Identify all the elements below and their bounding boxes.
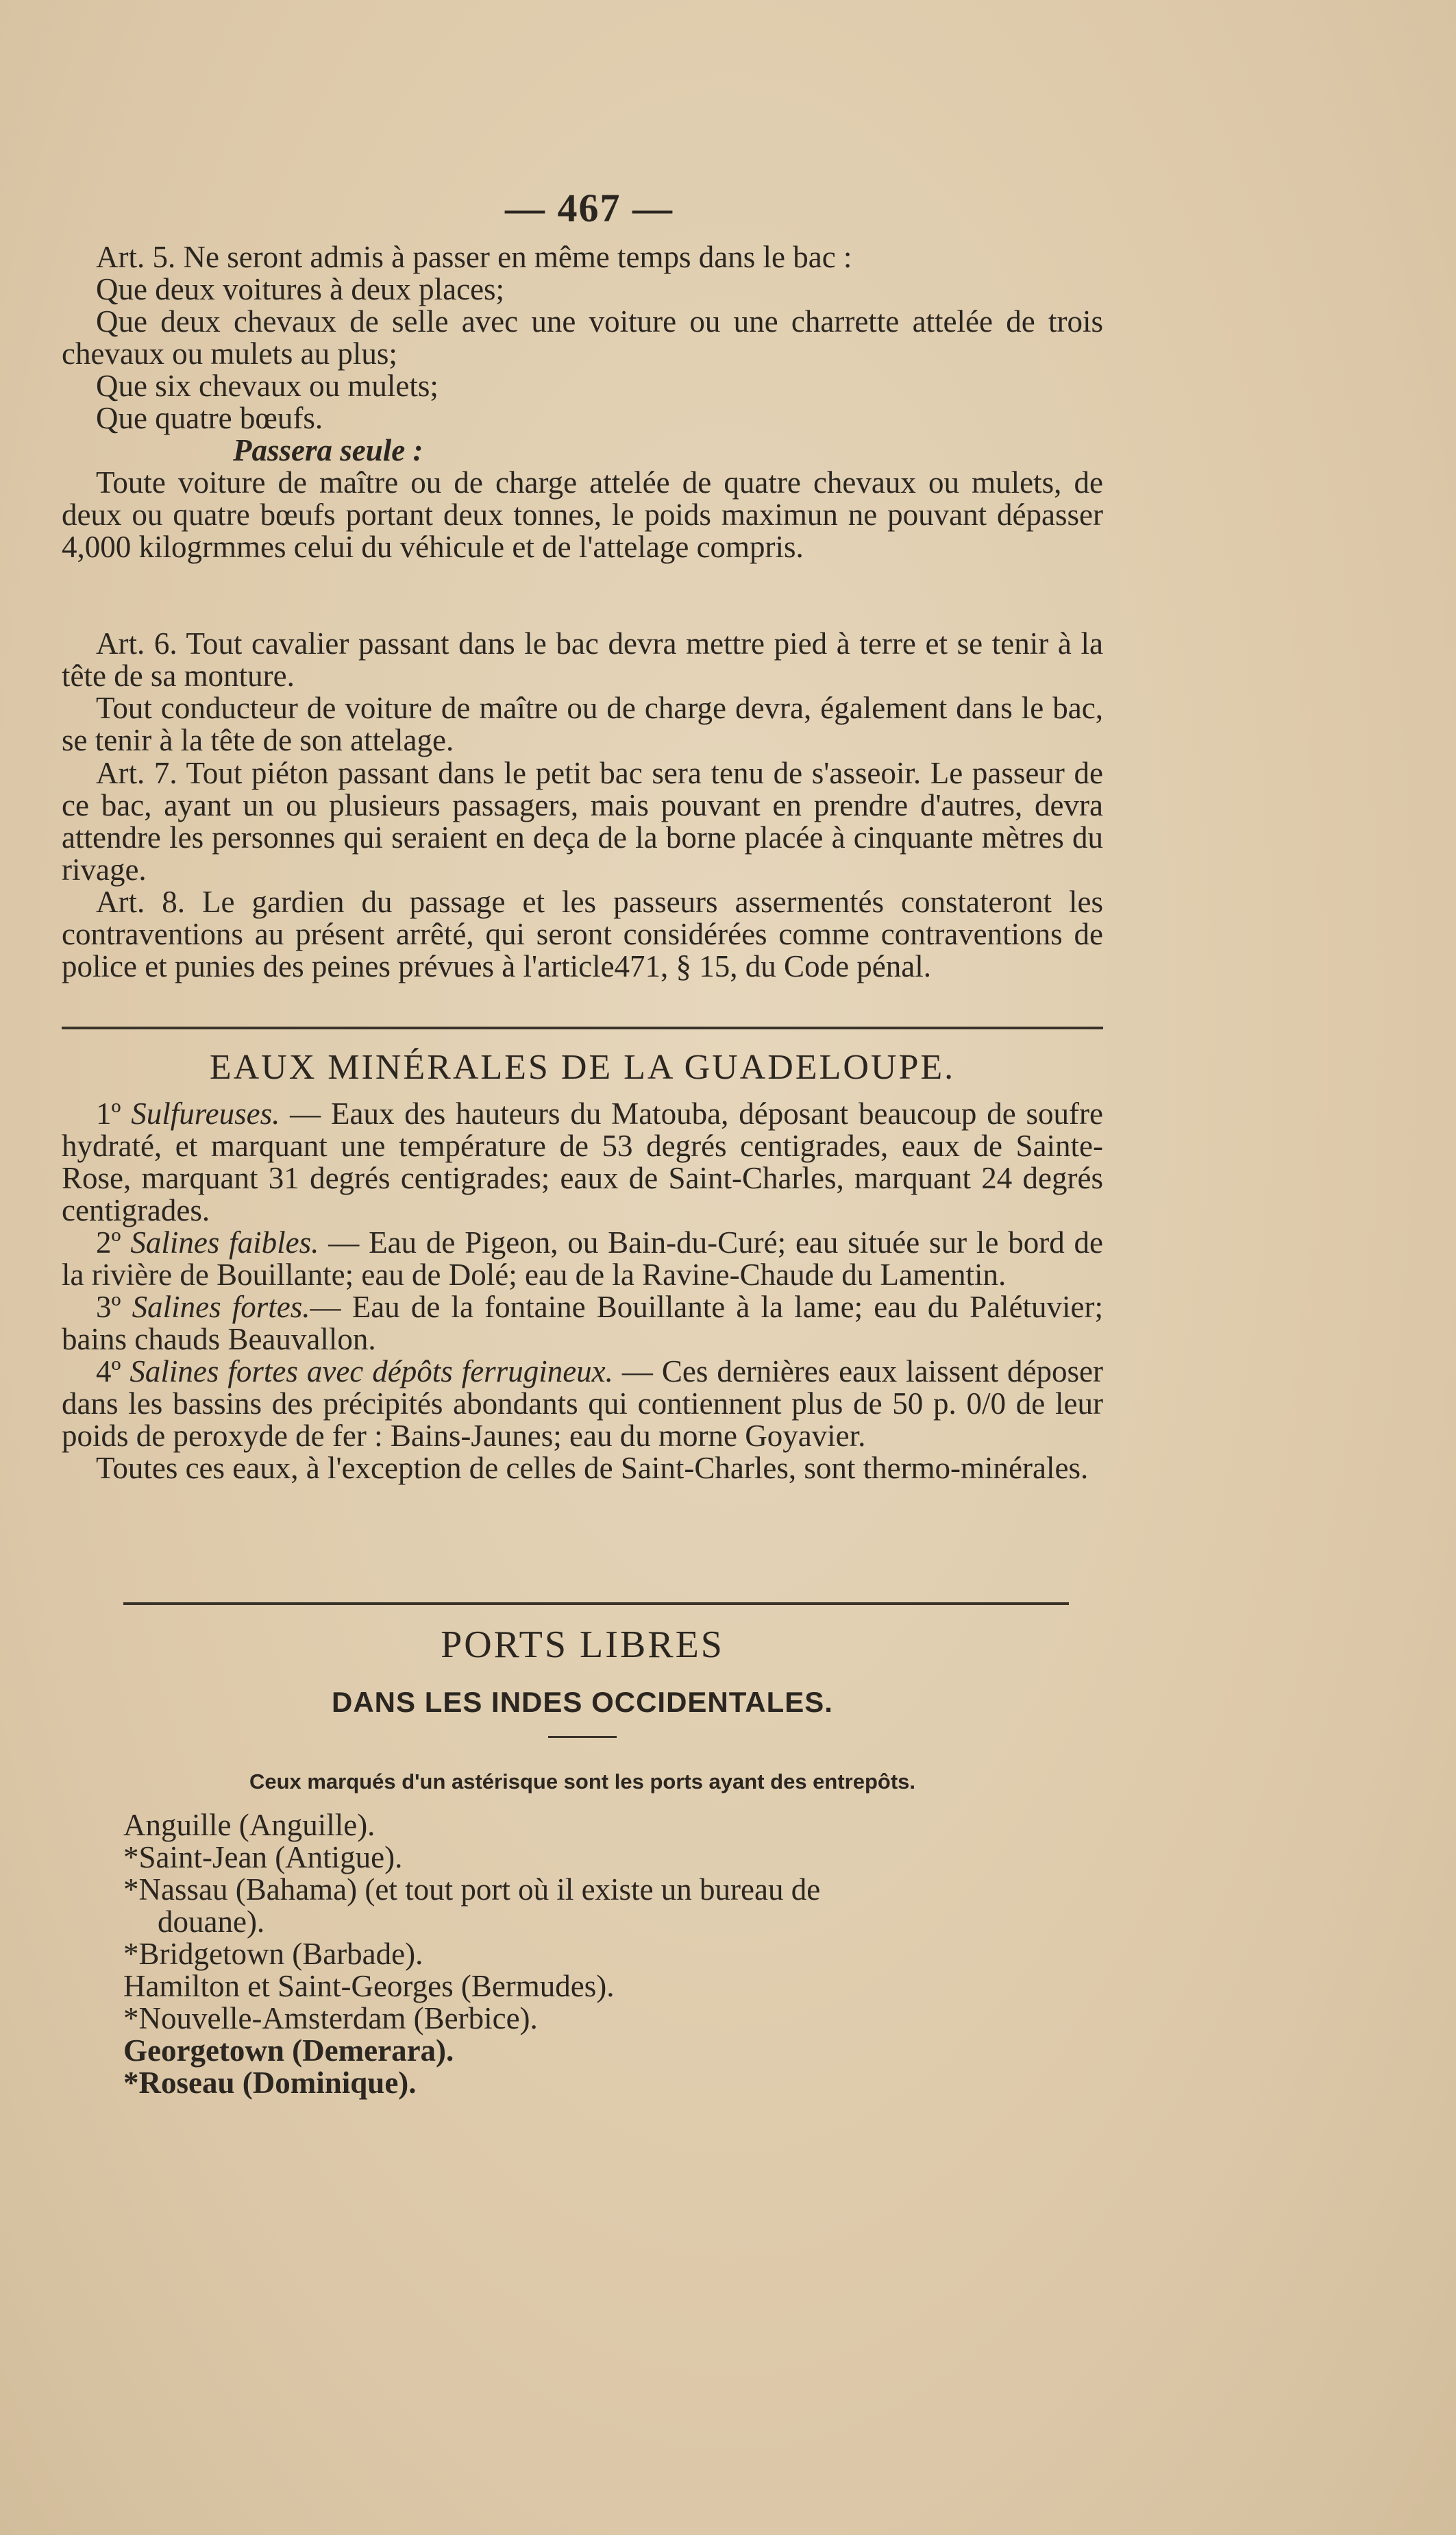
list-item: Anguille (Anguille). xyxy=(123,1808,375,1842)
article-7 xyxy=(62,757,1103,886)
list-item: *Bridgetown (Barbade). xyxy=(123,1937,423,1971)
eaux-closing: Toutes ces eaux, à l'exception de celles de Saint-Charles, sont thermo-minérales. xyxy=(96,1451,1089,1485)
list-item: *Nassau (Bahama) (et tout port où il existe un bureau de xyxy=(123,1872,821,1907)
article-6-p2: Tout conducteur de voiture de maître ou de charge devra, également dans le bac, se tenir à la tête de son attelage. xyxy=(62,691,1103,757)
section-divider xyxy=(123,1602,1069,1605)
article-6 xyxy=(62,628,1103,757)
passera-text: Toute voiture de maître ou de charge attelée de quatre chevaux ou mulets, de deux ou quatre bœufs portant deux tonnes, le poids maximun ne pouvant dépasser 4,000 kilogrmmes celui du véhicule et de l'attelage compris. xyxy=(62,465,1103,564)
article-8-text: Art. 8. Le gardien du passage et les passeurs assermentés constateront les contraventions au présent arrêté, qui seront considérées comme contraventions de police et punies des peines prévues à l'article471, § 15, du Code pénal. xyxy=(62,885,1103,983)
ports-subtitle: DANS LES INDES OCCIDENTALES. xyxy=(332,1686,833,1718)
list-item: Hamilton et Saint-Georges (Bermudes). xyxy=(123,1969,615,2003)
eaux-title: EAUX MINÉRALES DE LA GUADELOUPE. xyxy=(209,1048,956,1087)
ports-list xyxy=(123,1809,1041,2099)
eaux-item-4: 4º Salines fortes avec dépôts ferrugineux. — Ces dernières eaux laissent déposer dans les bassins des précipités abondants qui contiennent plus de 50 p. 0/0 de leur poids de peroxyde de fer : Bains-Jaunes; eau du morne Goyavier. xyxy=(62,1354,1103,1453)
article-5-line: Que quatre bœufs. xyxy=(96,401,323,435)
eaux-item-3: 3º Salines fortes.— Eau de la fontaine Bouillante à la lame; eau du Palétuvier; bains chauds Beauvallon. xyxy=(62,1290,1104,1356)
eaux-item-label: Salines faibles. xyxy=(130,1225,319,1260)
list-item: Georgetown (Demerara). xyxy=(123,2033,454,2068)
article-6-p1: Art. 6. Tout cavalier passant dans le bac devra mettre pied à terre et se tenir à la tête de sa monture. xyxy=(62,626,1103,693)
article-5-line: Que deux chevaux de selle avec une voiture ou une charrette attelée de trois chevaux ou mulets au plus; xyxy=(62,304,1103,371)
list-item: *Saint-Jean (Antigue). xyxy=(123,1840,403,1874)
article-5 xyxy=(62,241,1103,563)
article-7-text: Art. 7. Tout piéton passant dans le petit bac sera tenu de s'asseoir. Le passeur de ce bac, ayant un ou plusieurs passagers, mais pouvant en prendre d'autres, devra attendre les personnes qui seraient en deça de la borne placée à cinquante mètres du rivage. xyxy=(62,756,1103,887)
eaux-item-label: Sulfureuses. xyxy=(131,1097,280,1131)
short-divider xyxy=(548,1736,617,1738)
eaux-item-label: Salines fortes avec dépôts ferrugineux. xyxy=(129,1354,613,1388)
section-divider xyxy=(62,1027,1103,1029)
article-5-line: Que deux voitures à deux places; xyxy=(96,272,505,306)
eaux-item-1: 1º Sulfureuses. — Eaux des hauteurs du Matouba, déposant beaucoup de soufre hydraté, et marquant une température de 53 degrés centigrades, eaux de Sainte-Rose, marquant 31 degrés centigrades; eaux de Saint-Charles, marquant 24 degrés centigrades. xyxy=(62,1097,1103,1227)
list-item: *Roseau (Dominique). xyxy=(123,2066,417,2100)
article-5-line: Que six chevaux ou mulets; xyxy=(96,369,439,403)
page-number: — 467 — xyxy=(505,186,674,230)
article-8 xyxy=(62,886,1103,983)
passera-subheading: Passera seule : xyxy=(233,433,423,467)
eaux-item-label: Salines fortes. xyxy=(132,1290,310,1324)
list-item: *Nouvelle-Amsterdam (Berbice). xyxy=(123,2001,538,2035)
eaux-item-2: 2º Salines faibles. — Eau de Pigeon, ou Bain-du-Curé; eau située sur le bord de la rivière de Bouillante; eau de Dolé; eau de la Ravine-Chaude du Lamentin. xyxy=(62,1225,1104,1292)
article-5-intro: Art. 5. Ne seront admis à passer en même temps dans le bac : xyxy=(96,240,852,274)
eaux-list xyxy=(62,1098,1103,1484)
ports-note: Ceux marqués d'un astérisque sont les ports ayant des entrepôts. xyxy=(249,1769,916,1793)
ports-title: PORTS LIBRES xyxy=(441,1624,724,1666)
list-item: douane). xyxy=(158,1905,265,1939)
